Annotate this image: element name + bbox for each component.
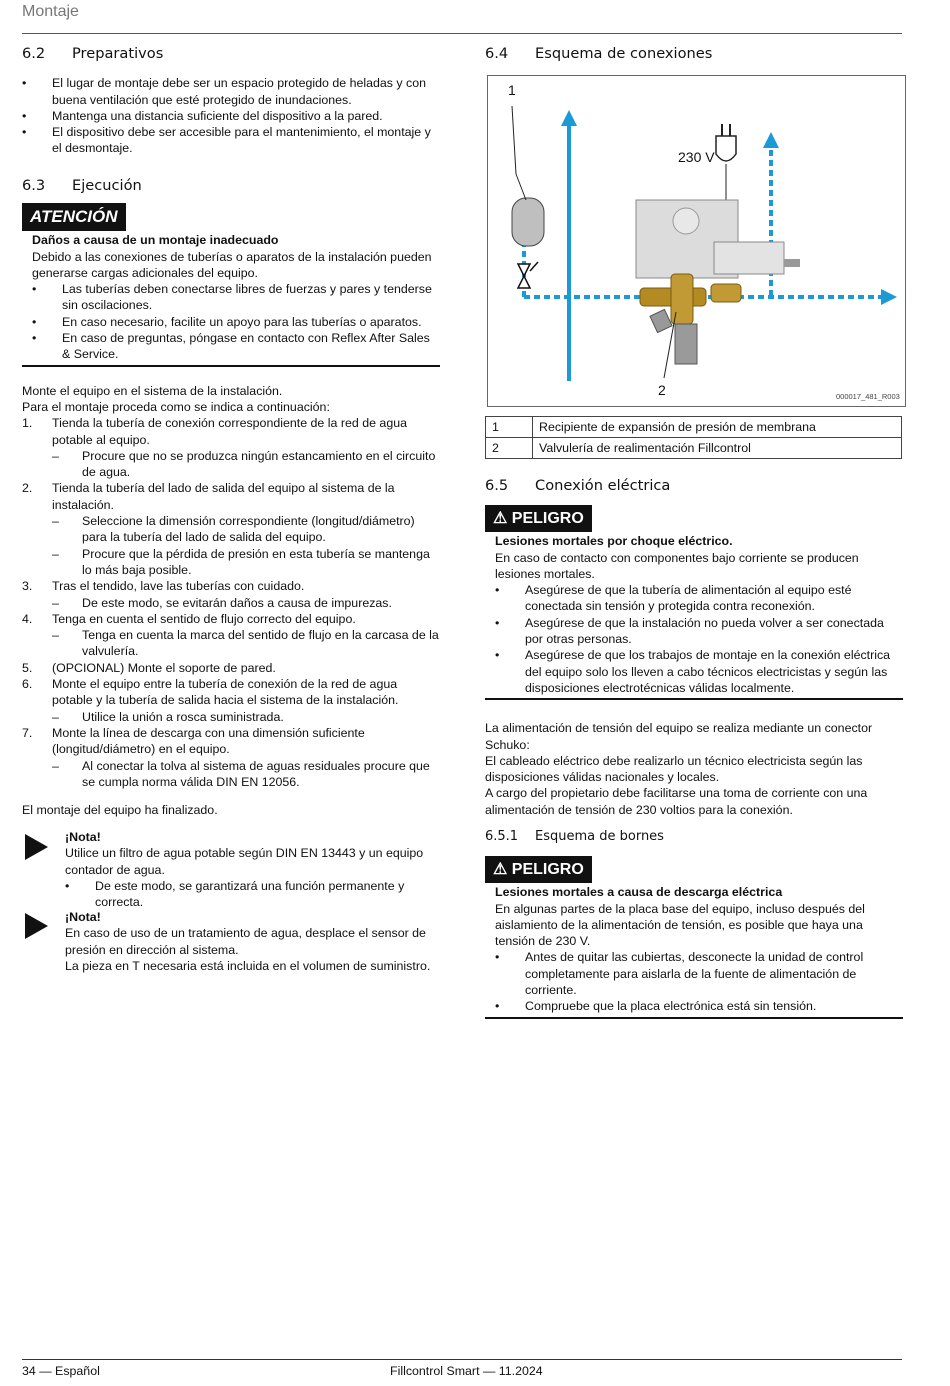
figure-voltage-label: 230 V: [678, 149, 715, 165]
section-heading: [485, 829, 903, 845]
paragraph: La alimentación de tensión del equipo se realiza mediante un conector Schuko:: [485, 721, 873, 752]
list-item: • Compruebe que la placa electrónica está sin tensión.: [495, 998, 903, 1014]
section-number: 6.5.1: [485, 829, 519, 844]
note-arrow-icon: [25, 834, 48, 860]
list-item: • Asegúrese de que los trabajos de montaje en la conexión eléctrica del equipo solo los lleven a cabo técnicos electricistas y según las disposiciones electrotécnicas válidas localmente.: [495, 647, 903, 696]
step-text: Monte el equipo entre la tubería de conexión de la red de agua potable y la tubería de salida hacia el sistema de la instalación.: [52, 677, 399, 708]
substep-item: – Procure que no se produzca ningún estancamiento en el circuito de agua.: [52, 448, 436, 480]
section-title: Ejecución: [72, 177, 142, 194]
section-number: 6.3: [22, 177, 46, 194]
table-row: [486, 438, 902, 459]
step-number: 7.: [22, 725, 33, 740]
figure-label-1: 1: [508, 82, 516, 98]
section-heading: [485, 478, 903, 494]
footer-document-title: Fillcontrol Smart — 11.2024: [390, 1364, 543, 1378]
note-text: La pieza en T necesaria está incluida en el volumen de suministro.: [65, 958, 431, 973]
step-item: [22, 676, 440, 709]
danger-badge: [485, 856, 592, 883]
note-text: Utilice un filtro de agua potable según DIN EN 13443 y un equipo contador de agua.: [65, 846, 424, 877]
warning-text: En caso de contacto con componentes bajo corriente se producen lesiones mortales.: [495, 550, 859, 581]
step-item: [22, 480, 440, 513]
substep-item: – Procure que la pérdida de presión en esta tubería se mantenga lo más baja posible.: [52, 546, 430, 577]
list-item: • Asegúrese de que la tubería de alimentación al equipo esté conectada sin tensión y protegida contra reconexión.: [495, 582, 903, 615]
intro-text: Monte el equipo en el sistema de la instalación.: [22, 383, 283, 398]
danger-badge-label: PELIGRO: [511, 510, 584, 528]
section-title: Conexión eléctrica: [535, 477, 671, 494]
substep-text: Tenga en cuenta la marca del sentido de flujo en la carcasa de la valvulería.: [82, 628, 439, 659]
section-title: Esquema de conexiones: [535, 45, 713, 62]
step-number: 2.: [22, 481, 33, 496]
section-number: 6.2: [22, 45, 46, 62]
step-number: 3.: [22, 579, 33, 594]
note-title: ¡Nota!: [65, 910, 101, 924]
finished-text: El montaje del equipo ha finalizado.: [22, 803, 218, 818]
paragraph: A cargo del propietario debe facilitarse una toma de corriente con una alimentación de tensión de 230 voltios para la conexión.: [485, 786, 868, 817]
warning-triangle-icon: ⚠: [493, 861, 508, 879]
paragraph: El cableado eléctrico debe realizarlo un técnico electricista según las disposiciones válidas nacionales y locales.: [485, 753, 863, 785]
section-6-2: [22, 46, 440, 157]
footer-page-language: 34 — Español: [22, 1364, 100, 1378]
legend-value: Recipiente de expansión de presión de membrana: [533, 417, 902, 438]
note-box-1: [65, 829, 440, 910]
figure-label-2: 2: [658, 382, 666, 398]
section-number: 6.4: [485, 45, 509, 62]
section-title: Esquema de bornes: [535, 829, 664, 844]
table-row: [486, 417, 902, 438]
list-item: • De este modo, se garantizará una función permanente y correcta.: [65, 878, 440, 911]
legend-value: Valvulería de realimentación Fillcontrol: [533, 438, 902, 459]
intro-text: Para el montaje proceda como se indica a continuación:: [22, 399, 330, 414]
step-text: (OPCIONAL) Monte el soporte de pared.: [52, 660, 276, 675]
note-arrow-icon: [25, 913, 48, 939]
substep-text: Procure que la pérdida de presión en esta tubería se mantenga lo más baja posible.: [82, 546, 430, 577]
step-item: [22, 660, 440, 676]
step-number: 1.: [22, 416, 33, 431]
step-item: [22, 725, 440, 758]
legend-key: 2: [486, 438, 533, 459]
list-item: • El lugar de montaje debe ser un espacio protegido de heladas y con buena ventilación que esté protegido de inundaciones.: [22, 75, 440, 108]
warning-text: En algunas partes de la placa base del equipo, incluso después del aislamiento de la alimentación de tensión, es posible que haya una tensión de 230 V.: [495, 901, 865, 949]
section-6-5-1: [485, 829, 903, 1019]
step-item: [22, 611, 440, 627]
connection-diagram: [488, 76, 905, 406]
list-item: • Las tuberías deben conectarse libres de fuerzas y pares y tenderse sin oscilaciones.: [32, 281, 440, 314]
note-title: ¡Nota!: [65, 830, 101, 844]
figure-legend-table: [485, 416, 902, 459]
step-number: 6.: [22, 677, 33, 692]
footer-divider: [22, 1359, 902, 1360]
figure-code: 000017_481_R003: [836, 392, 900, 401]
list-item: • Mantenga una distancia suficiente del dispositivo a la pared.: [22, 108, 440, 124]
step-number: 5.: [22, 660, 33, 675]
step-text: Monte la línea de descarga con una dimensión suficiente (longitud/diámetro) en el equipo.: [52, 725, 365, 757]
note-text: En caso de uso de un tratamiento de agua, desplace el sensor de presión en dirección al sistema.: [65, 926, 426, 957]
warning-heading: Lesiones mortales por choque eléctrico.: [495, 534, 733, 549]
page-header-title: Montaje: [22, 3, 79, 20]
substep-text: Seleccione la dimensión correspondiente (longitud/diámetro) para la tubería del lado de salida del equipo.: [82, 514, 415, 545]
section-heading: [485, 46, 712, 62]
header-divider: [22, 33, 902, 34]
danger-badge-label: PELIGRO: [511, 861, 584, 879]
step-text: Tienda la tubería del lado de salida del equipo al sistema de la instalación.: [52, 481, 395, 512]
danger-badge: [485, 505, 592, 532]
note-box-2: [65, 909, 440, 974]
substep-text: Al conectar la tolva al sistema de aguas residuales procure que se cumpla norma válida DIN EN 12056.: [82, 758, 430, 789]
list-item: • Asegúrese de que la instalación no pueda volver a ser conectada por otras personas.: [495, 615, 903, 648]
substep-item: – De este modo, se evitarán daños a causa de impurezas.: [52, 595, 392, 610]
danger-warning-box: [485, 533, 903, 700]
attention-badge: ATENCIÓN: [22, 203, 126, 231]
step-item: [22, 578, 440, 594]
substep-text: De este modo, se evitarán daños a causa de impurezas.: [82, 595, 392, 610]
substep-text: Utilice la unión a rosca suministrada.: [82, 709, 284, 724]
warning-text: Debido a las conexiones de tuberías o aparatos de la instalación pueden generarse cargas adicionales del equipo.: [32, 249, 432, 280]
substep-text: Procure que no se produzca ningún estancamiento en el circuito de agua.: [82, 448, 436, 480]
section-title: Preparativos: [72, 45, 164, 62]
step-text: Tienda la tubería de conexión correspondiente de la red de agua potable al equipo.: [52, 416, 407, 447]
step-text: Tras el tendido, lave las tuberías con cuidado.: [52, 579, 305, 594]
substep-item: – Tenga en cuenta la marca del sentido de flujo en la carcasa de la valvulería.: [52, 628, 439, 659]
warning-heading: Daños a causa de un montaje inadecuado: [32, 233, 279, 248]
list-item: • Antes de quitar las cubiertas, desconecte la unidad de control completamente para aislarla de la fuente de alimentación de corriente.: [495, 949, 903, 998]
section-6-3: [22, 178, 440, 818]
list-item: • En caso de preguntas, póngase en contacto con Reflex After Sales & Service.: [32, 330, 440, 363]
substep-item: – Al conectar la tolva al sistema de aguas residuales procure que se cumpla norma válida DIN EN 12056.: [52, 758, 430, 789]
section-number: 6.5: [485, 477, 509, 494]
connection-diagram-figure: [487, 75, 906, 407]
section-heading: [22, 178, 440, 194]
list-item: • En caso necesario, facilite un apoyo para las tuberías o aparatos.: [32, 314, 440, 330]
step-item: [22, 415, 440, 448]
attention-warning-box: [22, 232, 440, 366]
substep-item: – Utilice la unión a rosca suministrada.: [52, 709, 284, 724]
list-item: • El dispositivo debe ser accesible para el mantenimiento, el montaje y el desmontaje.: [22, 124, 440, 157]
warning-heading: Lesiones mortales a causa de descarga eléctrica: [495, 885, 783, 900]
section-heading: [22, 46, 440, 62]
section-6-5: [485, 478, 903, 818]
warning-triangle-icon: ⚠: [493, 510, 508, 528]
step-number: 4.: [22, 611, 33, 626]
substep-item: – Seleccione la dimensión correspondiente (longitud/diámetro) para la tubería del lado de salida del equipo.: [52, 514, 415, 545]
legend-key: 1: [486, 417, 533, 438]
danger-warning-box: [485, 884, 903, 1018]
step-text: Tenga en cuenta el sentido de flujo correcto del equipo.: [52, 611, 356, 626]
